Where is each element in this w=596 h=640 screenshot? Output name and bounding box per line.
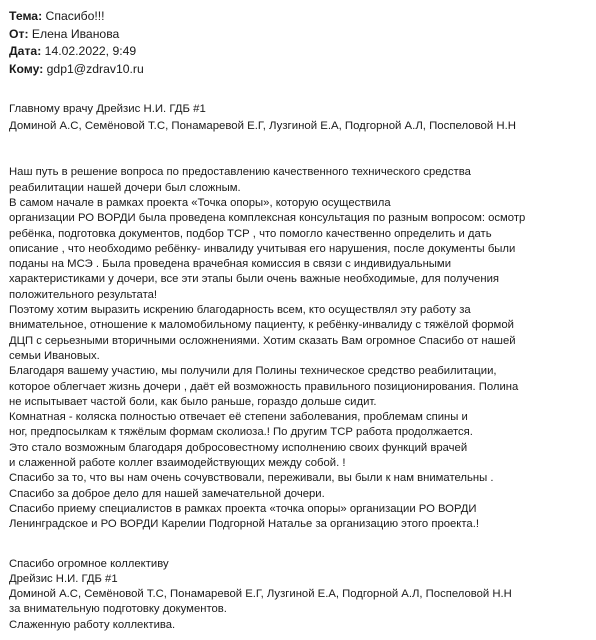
body-line: и слаженной работе коллег взаимодействующих между собой. !	[9, 457, 346, 470]
body-line: внимательное, отношение к маломобильному пациенту, к ребёнку-инвалиду с тяжёлой формой	[9, 319, 514, 332]
body-line: семьи Ивановых.	[9, 349, 100, 362]
to-value: gdp1@zdrav10.ru	[46, 61, 144, 76]
recipients-block	[9, 101, 590, 135]
signature-line: Доминой А.С, Семёновой Т.С, Понамаревой Е.Г, Лузгиной Е.А, Подгорной А.Л, Поспеловой Н.Н	[9, 588, 512, 601]
body-line: В самом начале в рамках проекта «Точка опоры», которую осуществила	[9, 196, 391, 209]
from-value: Елена Иванова	[31, 26, 120, 41]
body-line: Спасибо приему специалистов в рамках проекта «точка опоры» организации РО ВОРДИ	[9, 502, 477, 515]
signature-line: Слаженную работу коллектива.	[9, 618, 176, 631]
signature-line: Дрейзис Н.И. ГДБ #1	[9, 572, 118, 585]
body-line: Поэтому хотим выразить искрению благодарность всем, кто осуществлял эту работу за	[9, 304, 471, 317]
body-line: характеристиками у дочери, все эти этапы были очень важные необходимые, для получения	[9, 273, 500, 286]
from-label: От:	[9, 26, 29, 41]
body-line: реабилитации нашей дочери был сложным.	[9, 181, 241, 194]
body-line: ДЦП с серьезными вторичными осложнениями. Хотим сказать Вам огромное Спасибо от нашей	[9, 334, 516, 347]
subject-label: Тема:	[9, 9, 43, 23]
body-line: положительного результата!	[9, 288, 158, 301]
body-line: которое облегчает жизнь дочери , даёт ей возможность правильного позиционирования. Полина	[9, 380, 519, 393]
date-label: Дата:	[9, 44, 42, 59]
letter-body	[9, 165, 590, 532]
signature-line: Спасибо огромное коллективу	[9, 557, 169, 570]
body-line: Благодаря вашему участию, мы получили для Полины техническое средство реабилитации,	[9, 365, 497, 378]
date-row	[9, 43, 590, 61]
body-line: Комнатная - коляска полностью отвечает её степени заболевания, проблемам спины и	[9, 411, 468, 424]
recipient-line: Доминой А.С, Семёновой Т.С, Понамаревой Е.Г, Лузгиной Е.А, Подгорной А.Л, Поспеловой Н.Н	[9, 120, 516, 133]
recipient-line: Главному врачу Дрейзис Н.И. ГДБ #1	[9, 103, 206, 116]
body-line: организации РО ВОРДИ была проведена комплексная консультация по разным вопросом: осмотр	[9, 212, 526, 225]
date-value: 14.02.2022, 9:49	[44, 44, 137, 59]
body-line: Спасибо за то, что вы нам очень сочувствовали, переживали, вы были к нам внимательны .	[9, 472, 494, 485]
email-header	[9, 8, 590, 78]
body-line: ног, предпосылкам к тяжёлым формам сколиоза.! По другим ТСР работа продолжается.	[9, 426, 473, 439]
body-line: Наш путь в решение вопроса по предоставлению качественного технического средства	[9, 166, 471, 179]
signature-line: за внимательную подготовку документов.	[9, 603, 227, 616]
body-line: поданы на МСЭ . Была проведена врачебная комиссия в связи с индивидуальными	[9, 258, 452, 271]
body-line: Это стало возможным благодаря добросовестному исполнению своих функций врачей	[9, 441, 468, 454]
subject-value: Спасибо!!!	[45, 9, 105, 23]
body-line: описание , что необходимо ребёнку- инвалиду учитывая его нарушения, после документы были	[9, 242, 516, 255]
to-row	[9, 61, 590, 79]
signature-block	[9, 557, 590, 633]
subject-row	[9, 8, 590, 26]
body-line: не испытывает частой боли, как было раньше, гораздо дольше сидит.	[9, 395, 377, 408]
body-line: ребёнка, подготовка документов, подбор ТСР , что помогло качественно определить и дать	[9, 227, 492, 240]
body-line: Ленинградское и РО ВОРДИ Карелии Подгорной Наталье за организацию этого проекта.!	[9, 518, 479, 531]
to-label: Кому:	[9, 61, 44, 76]
from-row	[9, 26, 590, 44]
body-line: Спасибо за доброе дело для нашей замечательной дочери.	[9, 487, 325, 500]
